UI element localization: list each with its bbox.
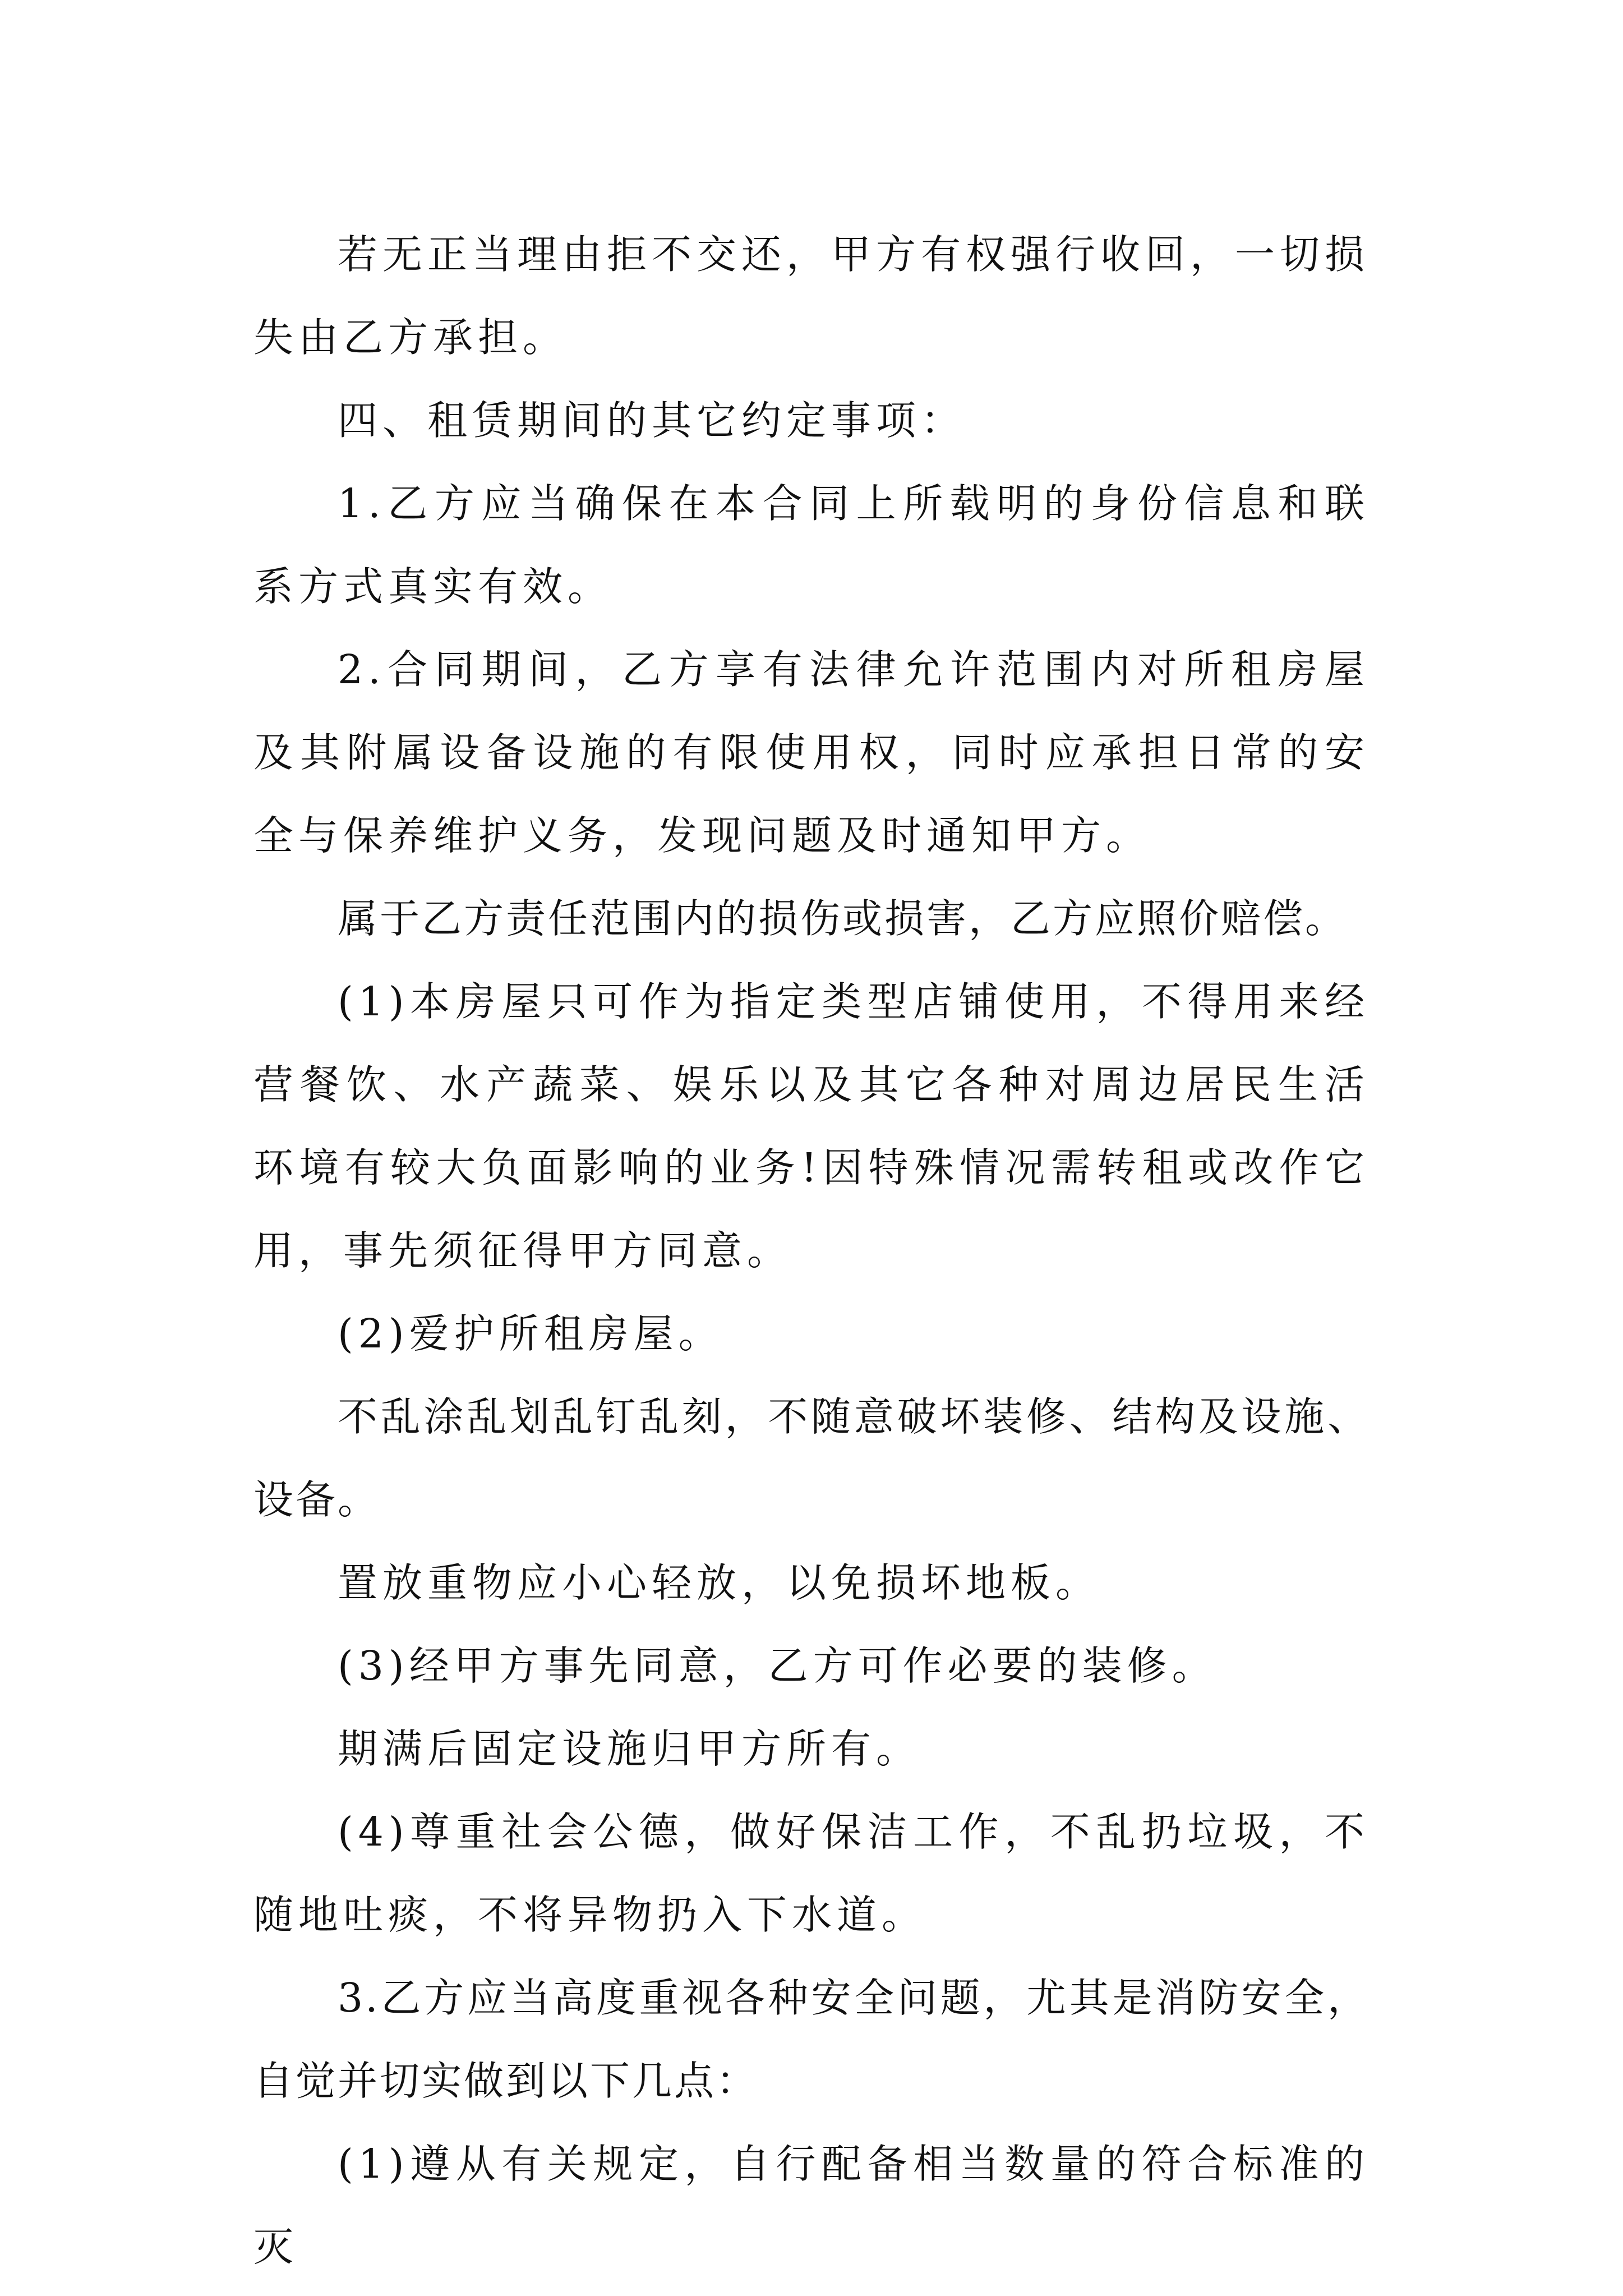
paragraph-item-3-subitem-1: (1)遵从有关规定，自行配备相当数量的符合标准的灭 (253, 2141, 1370, 2270)
paragraph-subitem-1: (1)本房屋只可作为指定类型店铺使用，不得用来经营餐饮、水产蔬菜、娱乐以及其它各种对周边居民生活环境有较大负面影响的业务!因特殊情况需转租或改作它用，事先须征得甲方同意。 (253, 978, 1370, 1274)
paragraph-fixtures: 期满后固定设施归甲方所有。 (338, 1726, 921, 1772)
paragraph-return-clause: 若无正当理由拒不交还，甲方有权强行收回，一切损失由乙方承担。 (253, 231, 1370, 361)
paragraph-item-3: 3.乙方应当高度重视各种安全问题，尤其是消防安全，自觉并切实做到以下几点： (253, 1975, 1370, 2104)
paragraph-no-damage: 不乱涂乱划乱钉乱刻，不随意破坏装修、结构及设施、设备。 (253, 1393, 1370, 1523)
paragraph-heavy-objects: 置放重物应小心轻放，以免损坏地板。 (338, 1559, 1101, 1606)
paragraph-subitem-2: (2)爱护所租房屋。 (338, 1310, 723, 1357)
paragraph-compensation: 属于乙方责任范围内的损伤或损害，乙方应照价赔偿。 (338, 895, 1348, 942)
paragraph-item-2: 2.合同期间，乙方享有法律允许范围内对所租房屋及其附属设备设施的有限使用权，同时应承担日常的安全与保养维护义务，发现问题及时通知甲方。 (253, 646, 1370, 859)
paragraph-subitem-4: (4)尊重社会公德，做好保洁工作，不乱扔垃圾，不随地吐痰，不将异物扔入下水道。 (253, 1809, 1370, 1938)
paragraph-subitem-3: (3)经甲方事先同意，乙方可作必要的装修。 (338, 1642, 1217, 1689)
section-heading-other-terms: 四、租赁期间的其它约定事项： (338, 397, 966, 444)
paragraph-item-1: 1.乙方应当确保在本合同上所载明的身份信息和联系方式真实有效。 (253, 480, 1370, 610)
document-body (253, 213, 1370, 2289)
